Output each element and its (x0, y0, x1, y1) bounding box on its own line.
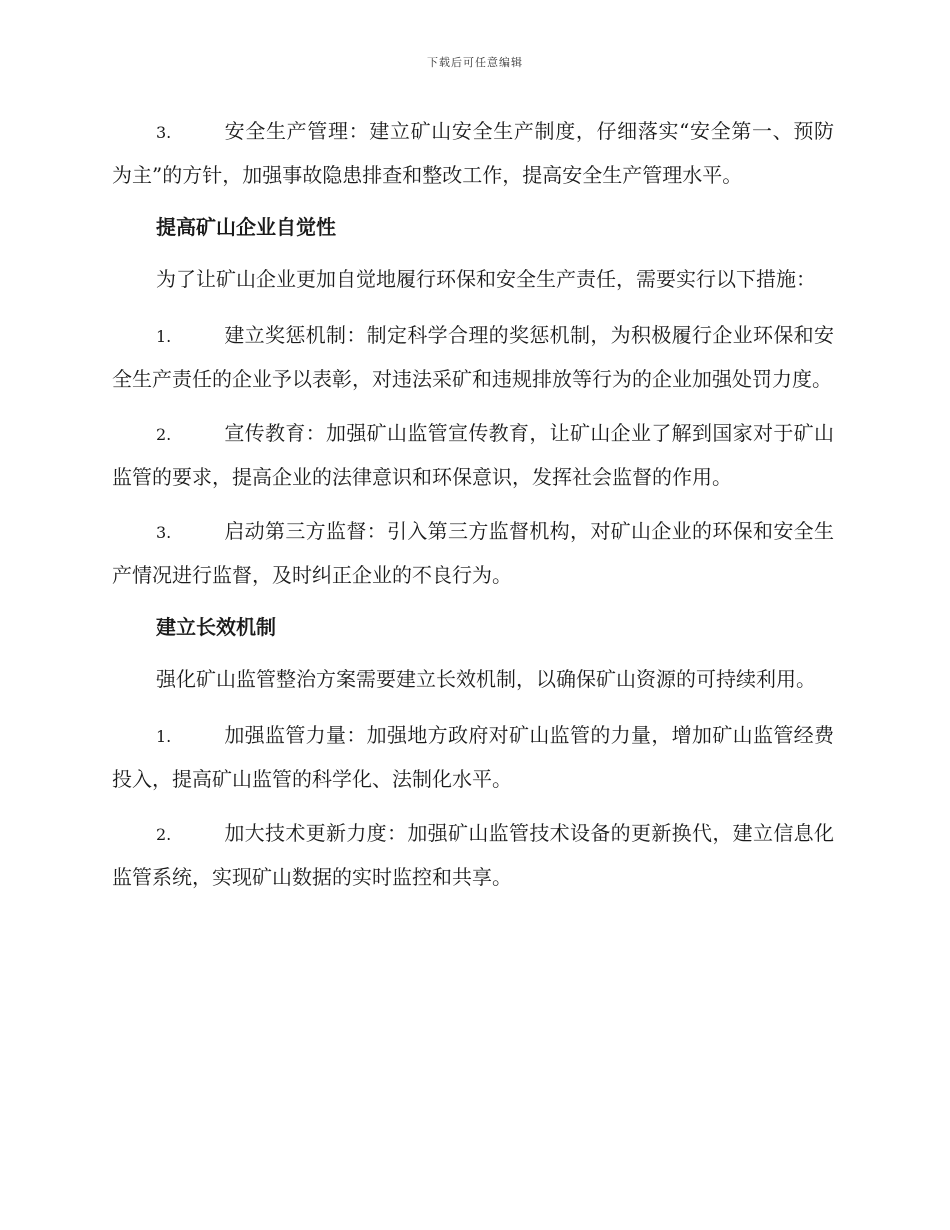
list-item-safety-management (112, 110, 834, 196)
list-item-text: 建立奖惩机制：制定科学合理的奖惩机制，为积极履行企业环保和安全生产责任的企业予以表彰，对违法采矿和违规排放等行为的企业加强处罚力度。 (112, 323, 834, 391)
list-item-number: 2. (156, 425, 172, 444)
list-item-third-party-supervision (112, 510, 834, 596)
list-item-text: 安全生产管理：建立矿山安全生产制度，仔细落实“安全第一、预防为主”的方针，加强事故隐患排查和整改工作，提高安全生产管理水平。 (112, 119, 834, 187)
list-item-number: 3. (156, 123, 172, 142)
list-item-number: 3. (156, 523, 172, 542)
list-item-supervision-strength (112, 714, 834, 800)
list-item-number: 1. (156, 727, 172, 746)
section-heading-enterprise-awareness: 提高矿山企业自觉性 (156, 215, 336, 239)
document-body (112, 110, 834, 910)
list-item-reward-punishment (112, 314, 834, 400)
list-item-number: 1. (156, 327, 172, 346)
list-item-text: 宣传教育：加强矿山监管宣传教育，让矿山企业了解到国家对于矿山监管的要求，提高企业的法律意识和环保意识，发挥社会监督的作用。 (112, 421, 834, 489)
list-item-text: 加强监管力量：加强地方政府对矿山监管的力量，增加矿山监管经费投入，提高矿山监管的科学化、法制化水平。 (112, 723, 834, 791)
list-item-number: 2. (156, 825, 172, 844)
paragraph-measures-intro: 为了让矿山企业更加自觉地履行环保和安全生产责任，需要实行以下措施： (156, 267, 816, 291)
page-header: 下载后可任意编辑 (427, 56, 523, 69)
list-item-technology-update (112, 812, 834, 898)
section-heading-long-term-mechanism: 建立长效机制 (156, 615, 276, 639)
list-item-text: 加大技术更新力度：加强矿山监管技术设备的更新换代，建立信息化监管系统，实现矿山数据的实时监控和共享。 (112, 821, 834, 889)
list-item-publicity-education (112, 412, 834, 498)
list-item-text: 启动第三方监督：引入第三方监督机构，对矿山企业的环保和安全生产情况进行监督，及时纠正企业的不良行为。 (112, 519, 834, 587)
paragraph-long-term-intro: 强化矿山监管整治方案需要建立长效机制，以确保矿山资源的可持续利用。 (156, 667, 816, 691)
